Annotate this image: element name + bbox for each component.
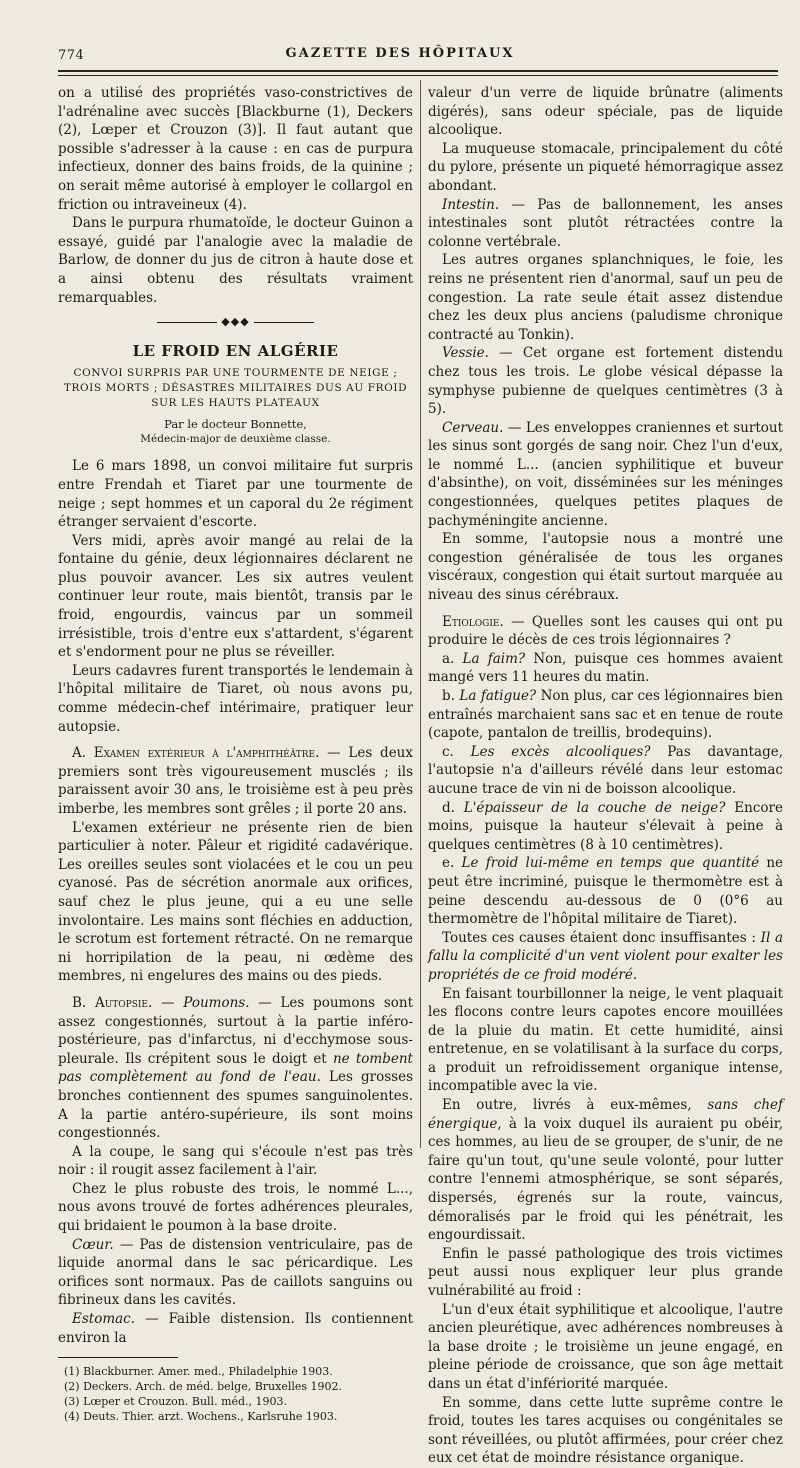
paragraph: Etiologie. — Quelles sont les causes qui ont pu produire le décès de ces trois légionnaires ?	[428, 613, 783, 649]
section-heading: A. Examen extérieur à l'amphithéâtre.	[72, 745, 320, 762]
paragraph: on a utilisé des propriétés vaso-constrictives de l'adrénaline avec succès [Blackburne (1), Deckers (2), Lœper et Crouzon (3)]. Il faut autant que possible s'adresser à la cause : en cas de purpura infectieux, donner des bains froids, de la quinine ; on serait même autorisé à employer le collargol en friction ou intraveineux (4).	[58, 85, 413, 213]
list-item: c. Les excès alcooliques? Pas davantage, l'autopsie n'a d'ailleurs révélé dans leur estomac aucune trace de vin ni de boisson alcoolique.	[428, 743, 783, 797]
paragraph: valeur d'un verre de liquide brûnatre (aliments digérés), sans odeur spéciale, pas de liquide alcoolique.	[428, 85, 783, 139]
paragraph: A. Examen extérieur à l'amphithéâtre. — Les deux premiers sont très vigoureusement musclés ; ils paraissent avoir 30 ans, le troisième est à peu près imberbe, les membres sont grêles ; il porte 20 ans.	[58, 745, 413, 817]
paragraph: Toutes ces causes étaient donc insuffisantes : Il a fallu la complicité d'un vent violent pour exalter les propriétés de ce froid modéré.	[428, 929, 783, 983]
article-title: LE FROID EN ALGÉRIE	[132, 341, 339, 360]
section-heading: B. Autopsie.	[72, 994, 153, 1011]
paragraph: Vers midi, après avoir mangé au relai de la fontaine du génie, deux légionnaires déclarent ne plus pouvoir avancer. Les six autres veulent continuer leur route, mais bientôt, transis par le froid, engourdis, vaincus par un sommeil irrésistible, trois d'entre eux s'attardent, s'égarent et s'endorment pour ne plus se réveiller.	[58, 532, 413, 661]
paragraph: En somme, dans cette lutte suprême contre le froid, toutes les tares acquises ou congénitales se sont réveillées, ou plutôt affirmées, pour créer chez eux cet état de moindre résistance organique.	[428, 1394, 784, 1467]
paragraph: Le 6 mars 1898, un convoi militaire fut surpris entre Frendah et Tiaret par une tourmente de neige ; sept hommes et un caporal du 2e régiment étranger servaient d'escorte.	[58, 458, 413, 531]
paragraph: Les autres organes splanchniques, le foie, les reins ne présentent rien d'anormal, sauf un peu de congestion. La rate seule était assez distendue chez les deux plus anciens (paludisme chronique contracté au Tonkin).	[428, 252, 783, 343]
paragraph: Chez le plus robuste des trois, le nommé L..., nous avons trouvé de fortes adhérences pleurales, qui bridaient le poumon à la base droite.	[58, 1180, 413, 1235]
list-item: e. Le froid lui-même en temps que quantité ne peut être incriminé, puisque le thermomètre est à peine descendu au-dessous de 0 (0°6 au thermomètre de l'hôpital militaire de Tiaret).	[428, 855, 783, 928]
paragraph: Dans le purpura rhumatoïde, le docteur Guinon a essayé, guidé par l'analogie avec la maladie de Barlow, de donner du jus de citron à haute dose et a ainsi obtenu des résultats vraiment remarquables.	[58, 215, 413, 306]
list-item: d. L'épaisseur de la couche de neige? Encore moins, puisque la hauteur s'élevait à peine à quelques centimètres (8 à 10 centimètres).	[428, 799, 783, 853]
column-separator	[420, 80, 421, 1148]
right-column	[428, 84, 783, 1468]
article-subtitle: CONVOI SURPRIS PAR UNE TOURMENTE DE NEIGE ; TROIS MORTS ; DÉSASTRES MILITAIRES DUS AU FROID SUR LES HAUTS PLATEAUX	[63, 367, 408, 410]
paragraph: Vessie. — Cet organe est fortement distendu chez tous les trois. Le globe vésical dépasse la symphyse pubienne de quelques centimètres (3 à 5).	[428, 345, 783, 418]
paragraph: En faisant tourbillonner la neige, le vent plaquait les flocons contre leurs capotes encore mouillées de la pluie du matin. Et cette humidité, ainsi entretenue, en se volatilisant à la surface du corps, a produit un refroidissement organique intense, incompatible avec la vie.	[428, 985, 783, 1095]
running-title: GAZETTE DES HÔPITAUX	[285, 46, 515, 61]
paragraph: Leurs cadavres furent transportés le lendemain à l'hôpital militaire de Tiaret, où nous avons pu, comme médecin-chef intérimaire, pratiquer leur autopsie.	[58, 662, 413, 735]
header-rule	[58, 70, 778, 76]
byline-role: Médecin-major de deuxième classe.	[140, 433, 331, 446]
footnote: (4) Deuts. Thier. arzt. Wochens., Karlsruhe 1903.	[64, 1410, 338, 1424]
paragraph: La muqueuse stomacale, principalement du côté du pylore, présente un piqueté hémorragique assez abondant.	[428, 140, 783, 194]
footnote: (1) Blackburner. Amer. med., Philadelphie 1903.	[64, 1365, 333, 1379]
paragraph: En outre, livrés à eux-mêmes, sans chef énergique, à la voix duquel ils auraient pu obéir, ces hommes, au lieu de se grouper, de s'unir, de ne faire qu'un tout, qu'une seule volonté, pour lutter contre l'ennemi atmosphérique, se sont séparés, dispersés, égrenés sur la route, vaincus, démoralisés par le froid qui les pénétrait, les engourdissait.	[428, 1097, 783, 1244]
list-item: a. La faim? Non, puisque ces hommes avaient mangé vers 11 heures du matin.	[428, 650, 783, 686]
paragraph: Cerveau. — Les enveloppes craniennes et surtout les sinus sont gorgés de sang noir. Chez l'un d'eux, le nommé L... (ancien syphilitique et buveur d'absinthe), on voit, disséminées sur les méninges congestionnées, quelques petites plaques de pachyméningite ancienne.	[428, 419, 783, 529]
paragraph: Enfin le passé pathologique des trois victimes peut aussi nous expliquer leur plus grande vulnérabilité au froid :	[428, 1245, 783, 1299]
section-heading: Etiologie.	[442, 613, 504, 630]
paragraph: Intestin. — Pas de ballonnement, les anses intestinales sont plutôt rétractées contre la colonne vertébrale.	[428, 196, 783, 250]
left-column	[58, 84, 413, 1424]
footnote: (2) Deckers. Arch. de méd. belge, Bruxelles 1902.	[64, 1380, 343, 1394]
paragraph: A la coupe, le sang qui s'écoule n'est pas très noir : il rougit assez facilement à l'air.	[58, 1143, 413, 1179]
footnote: (3) Lœper et Crouzon. Bull. méd., 1903.	[64, 1395, 288, 1409]
footnote-rule	[58, 1357, 178, 1358]
page-number: 774	[58, 48, 85, 63]
paragraph: En somme, l'autopsie nous a montré une congestion généralisée de tous les organes viscéraux, congestion qui était surtout marquée au niveau des sinus cérébraux.	[428, 531, 783, 604]
byline: Par le docteur Bonnette,	[164, 417, 307, 432]
paragraph: Cœur. — Pas de distension ventriculaire, pas de liquide anormal dans le sac péricardique. Les orifices sont normaux. Pas de caillots sanguins ou fibrineux dans les cavités.	[58, 1236, 413, 1309]
paragraph: Estomac. — Faible distension. Ils contiennent environ la	[58, 1311, 413, 1346]
paragraph: B. Autopsie. — Poumons. — Les poumons sont assez congestionnés, surtout à la partie inféro-postérieure, pas d'infarctus, ni d'ecchymose sous-pleurale. Ils crépitent sous le doigt et ne tombent pas complètement au fond de l'eau. Les grosses bronches contiennent des spumes sanguinolentes. A la partie antéro-supérieure, ils sont moins congestionnés.	[58, 994, 413, 1142]
list-item: b. La fatigue? Non plus, car ces légionnaires bien entraînés marchaient sans sac et en tenue de route (capote, pantalon de treillis, brodequins).	[428, 688, 784, 742]
paragraph: L'un d'eux était syphilitique et alcoolique, l'autre ancien pleurétique, avec adhérences nombreuses à la base droite ; le troisième un jeune engagé, en pleine période de croissance, que son âge mettait dans un état d'infériorité marquée.	[428, 1301, 783, 1392]
paragraph: L'examen extérieur ne présente rien de bien particulier à noter. Pâleur et rigidité cadavérique. Les oreilles seules sont violacées et le cou un peu cyanosé. Pas de sécrétion anormale aux orifices, sauf chez le plus jeune, qui a eu une selle involontaire. Les mains sont fléchies en adduction, le scrotum est fortement rétracté. On ne remarque ni horripilation de la peau, ni œdème des membres, ni engelures des mains ou des pieds.	[58, 819, 413, 985]
section-ornament: ◆◆◆	[58, 313, 413, 332]
